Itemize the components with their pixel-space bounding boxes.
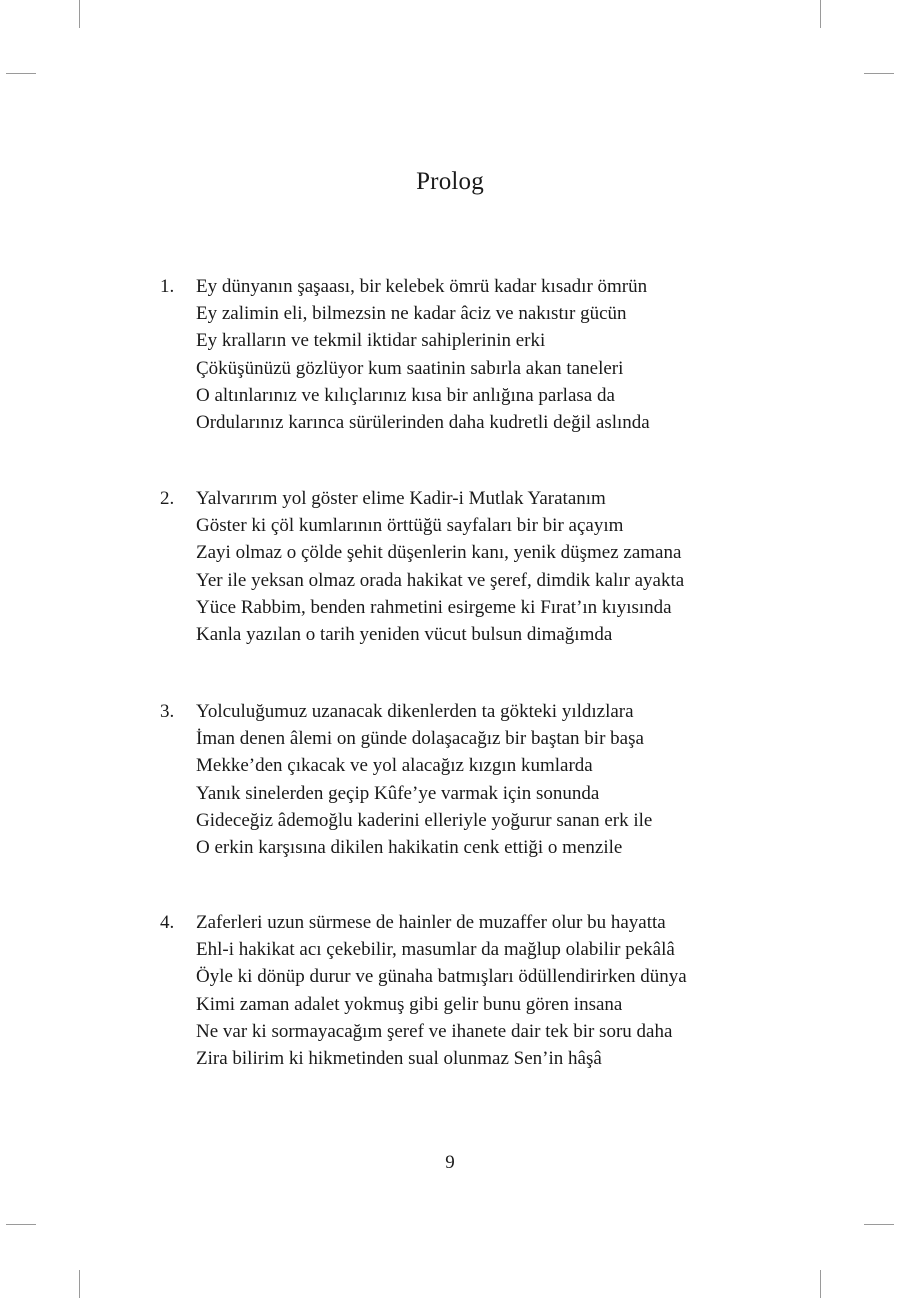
crop-mark-bottom-right <box>820 1270 821 1298</box>
stanza-lines <box>196 273 780 436</box>
crop-mark-bottom-left <box>79 1270 80 1298</box>
verse-line: Yanık sinelerden geçip Kûfe’ye varmak için sonunda <box>196 782 600 804</box>
verse-line: Ehl-i hakikat acı çekebilir, masumlar da mağlup olabilir pekâlâ <box>196 939 675 961</box>
verse-line: Öyle ki dönüp durur ve günaha batmışları ödüllendirirken dünya <box>196 966 687 988</box>
verse-line: Çöküşünüzü gözlüyor kum saatinin sabırla akan taneleri <box>196 357 624 379</box>
verse-line: Ey kralların ve tekmil iktidar sahiplerinin erki <box>196 330 546 352</box>
verse-line: Ey zalimin eli, bilmezsin ne kadar âciz ve nakıstır gücün <box>196 303 627 325</box>
stanza-lines <box>196 698 780 861</box>
verse-line: Mekke’den çıkacak ve yol alacağız kızgın kumlarda <box>196 755 593 777</box>
verse-line: Ey dünyanın şaşaası, bir kelebek ömrü kadar kısadır ömrün <box>196 276 648 297</box>
verse-line: Yalvarırım yol göster elime Kadir-i Mutlak Yaratanım <box>196 488 606 509</box>
stanza-number: 2. <box>160 488 175 509</box>
verse-line: Zayi olmaz o çölde şehit düşenlerin kanı, yenik düşmez zamana <box>196 542 682 564</box>
verse-line: Göster ki çöl kumlarının örttüğü sayfaları bir bir açayım <box>196 515 624 537</box>
verse-line: Zaferleri uzun sürmese de hainler de muzaffer olur bu hayatta <box>196 912 666 933</box>
stanza-lines <box>196 485 780 648</box>
verse-line: Yer ile yeksan olmaz orada hakikat ve şeref, dimdik kalır ayakta <box>196 569 685 591</box>
verse-line: O erkin karşısına dikilen hakikatin cenk ettiği o menzile <box>196 837 623 859</box>
stanza-lines <box>196 909 780 1072</box>
verse-line: Ne var ki sormayacağım şeref ve ihanete dair tek bir soru daha <box>196 1020 673 1042</box>
verse-line: Yüce Rabbim, benden rahmetini esirgeme ki Fırat’ın kıyısında <box>196 596 672 618</box>
crop-mark-top-left <box>79 0 80 28</box>
verse-line: İman denen âlemi on günde dolaşacağız bir baştan bir başa <box>196 728 644 750</box>
crop-mark-left-bottom <box>6 1224 36 1225</box>
verse-line: Gideceğiz âdemoğlu kaderini elleriyle yoğurur sanan erk ile <box>196 809 653 831</box>
stanza-number: 1. <box>160 276 175 297</box>
stanza-number: 3. <box>160 701 175 722</box>
crop-mark-right-top <box>864 73 894 74</box>
page-number: 9 <box>445 1152 455 1173</box>
verse-line: Zira bilirim ki hikmetinden sual olunmaz Sen’in hâşâ <box>196 1048 602 1070</box>
verse-line: Kimi zaman adalet yokmuş gibi gelir bunu gören insana <box>196 993 623 1015</box>
stanza-number: 4. <box>160 912 175 933</box>
verse-line: Yolculuğumuz uzanacak dikenlerden ta gökteki yıldızlara <box>196 701 634 722</box>
verse-line: O altınlarınız ve kılıçlarınız kısa bir anlığına parlasa da <box>196 384 615 406</box>
crop-mark-left-top <box>6 73 36 74</box>
crop-mark-right-bottom <box>864 1224 894 1225</box>
page-title: Prolog <box>416 168 484 195</box>
verse-line: Kanla yazılan o tarih yeniden vücut bulsun dimağımda <box>196 624 613 646</box>
verse-line: Ordularınız karınca sürülerinden daha kudretli değil aslında <box>196 412 650 434</box>
crop-mark-top-right <box>820 0 821 28</box>
